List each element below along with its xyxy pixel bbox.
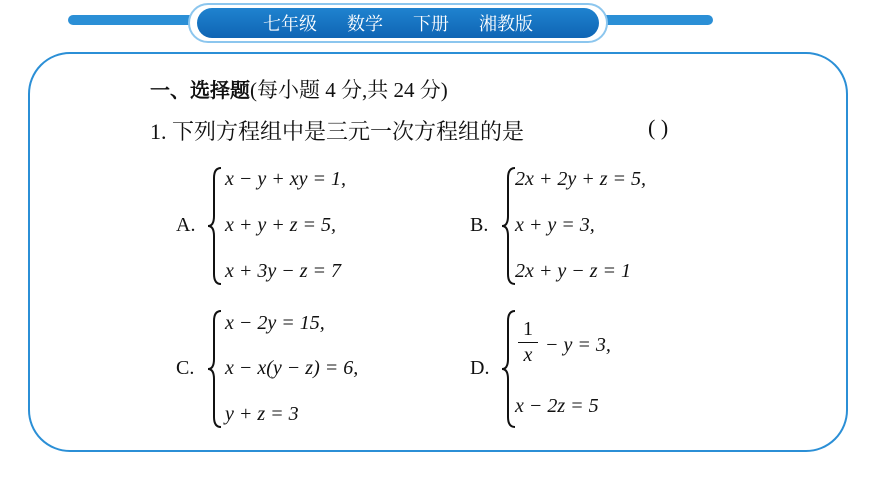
option-c-eq-1: x − 2y = 15,: [225, 312, 325, 334]
option-b-eq-1: 2x + 2y + z = 5,: [515, 168, 647, 190]
header-grade: 七年级: [263, 14, 317, 34]
option-c-brace: [206, 309, 224, 429]
header-volume: 下册: [413, 14, 449, 34]
option-c-eq-2: x − x(y − z) = 6,: [225, 357, 359, 379]
header-banner: [197, 8, 599, 38]
option-d-frac-denominator: x: [523, 344, 533, 366]
section-heading: 一、选择题: [150, 78, 250, 102]
option-d-eq-1: − y = 3,: [545, 334, 611, 356]
option-d-frac-bar: [518, 342, 538, 343]
answer-bracket: ( ): [648, 115, 669, 140]
question-text: 1. 下列方程组中是三元一次方程组的是: [150, 119, 525, 144]
option-c-label: C.: [176, 357, 195, 379]
option-a-eq-2: x + y + z = 5,: [225, 214, 337, 236]
option-a-eq-3: x + 3y − z = 7: [225, 260, 342, 282]
content-panel: [28, 52, 848, 452]
option-d-frac-numerator: 1: [523, 318, 533, 340]
header-subject: 数学: [347, 14, 383, 34]
option-b-eq-3: 2x + y − z = 1: [515, 260, 632, 282]
option-a-label: A.: [176, 214, 196, 236]
header-edition: 湘教版: [479, 14, 533, 34]
option-b-eq-2: x + y = 3,: [515, 214, 595, 236]
option-d-eq-2: x − 2z = 5: [515, 395, 599, 417]
option-a-brace: [206, 166, 224, 286]
section-note: (每小题 4 分,共 24 分): [250, 78, 448, 102]
option-c-eq-3: y + z = 3: [225, 403, 299, 425]
option-d-fraction: [518, 318, 538, 367]
option-a-eq-1: x − y + xy = 1,: [225, 168, 346, 190]
option-b-label: B.: [470, 214, 489, 236]
option-d-label: D.: [470, 357, 490, 379]
header-bar-right: [601, 15, 713, 25]
section-title: [150, 74, 448, 104]
